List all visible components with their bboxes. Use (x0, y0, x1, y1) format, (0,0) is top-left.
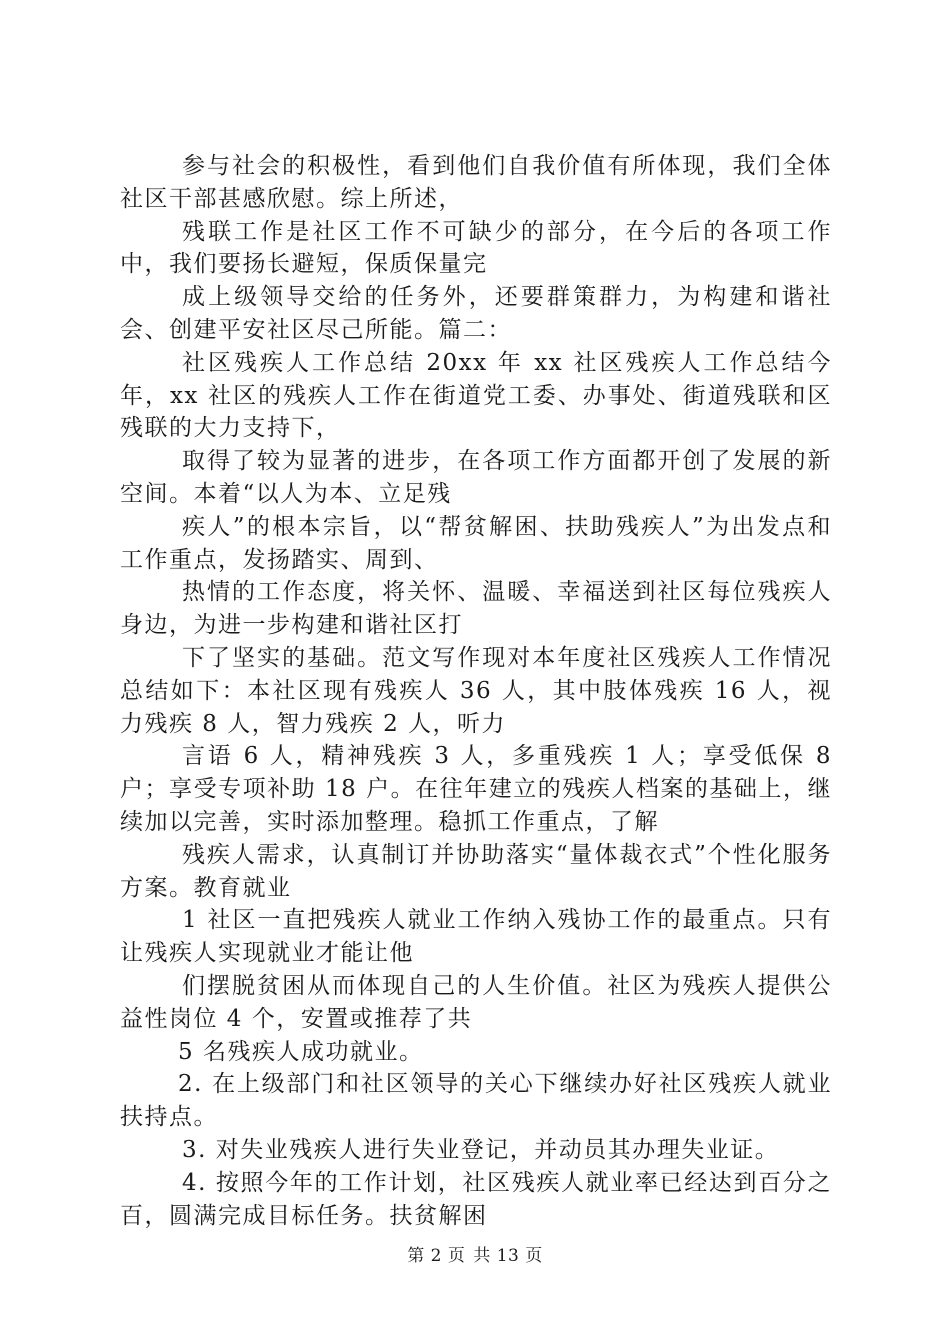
document-body (120, 150, 832, 1232)
paragraph-16: 4. 按照今年的工作计划，社区残疾人就业率已经达到百分之百，圆满完成目标任务。扶贫解困 (120, 1169, 832, 1229)
page-total: 共 13 页 (473, 1246, 543, 1266)
paragraph-8: 下了坚实的基础。范文写作现对本年度社区残疾人工作情况总结如下：本社区现有残疾人 36 人，其中肢体残疾 16 人，视力残疾 8 人，智力残疾 2 人，听力 (120, 644, 832, 737)
paragraph-14: 2. 在上级部门和社区领导的关心下继续办好社区残疾人就业扶持点。 (120, 1071, 832, 1131)
paragraph-12: 们摆脱贫困从而体现自己的人生价值。社区为残疾人提供公益性岗位 4 个，安置或推荐了共 (120, 972, 832, 1032)
paragraph-6: 疾人”的根本宗旨，以“帮贫解困、扶助残疾人”为出发点和工作重点，发扬踏实、周到、 (120, 513, 832, 573)
page-number: 第 2 页 (407, 1246, 466, 1266)
paragraph-2: 残联工作是社区工作不可缺少的部分，在今后的各项工作中，我们要扬长避短，保质保量完 (120, 218, 832, 278)
paragraph-5: 取得了较为显著的进步，在各项工作方面都开创了发展的新空间。本着“以人为本、立足残 (120, 448, 832, 507)
paragraph-11: 1 社区一直把残疾人就业工作纳入残协工作的最重点。只有让残疾人实现就业才能让他 (120, 907, 832, 967)
paragraph-3: 成上级领导交给的任务外，还要群策群力，为构建和谐社会、创建平安社区尽己所能。篇二： (120, 284, 832, 343)
paragraph-10: 残疾人需求，认真制订并协助落实“量体裁衣式”个性化服务方案。教育就业 (120, 841, 832, 901)
page-footer (0, 1241, 950, 1266)
paragraph-7: 热情的工作态度，将关怀、温暖、幸福送到社区每位残疾人身边，为进一步构建和谐社区打 (120, 579, 832, 639)
paragraph-4: 社区残疾人工作总结 20xx 年 xx 社区残疾人工作总结今年，xx 社区的残疾人工作在街道党工委、办事处、街道残联和区残联的大力支持下， (120, 349, 832, 442)
paragraph-15: 3. 对失业残疾人进行失业登记，并动员其办理失业证。 (182, 1136, 780, 1163)
paragraph-13: 5 名残疾人成功就业。 (178, 1038, 424, 1065)
paragraph-9: 言语 6 人，精神残疾 3 人，多重残疾 1 人；享受低保 8 户；享受专项补助 18 户。在往年建立的残疾人档案的基础上，继续加以完善，实时添加整理。稳抓工作重点，了解 (120, 743, 832, 835)
paragraph-1: 参与社会的积极性，看到他们自我价值有所体现，我们全体社区干部甚感欣慰。综上所述， (120, 153, 832, 212)
